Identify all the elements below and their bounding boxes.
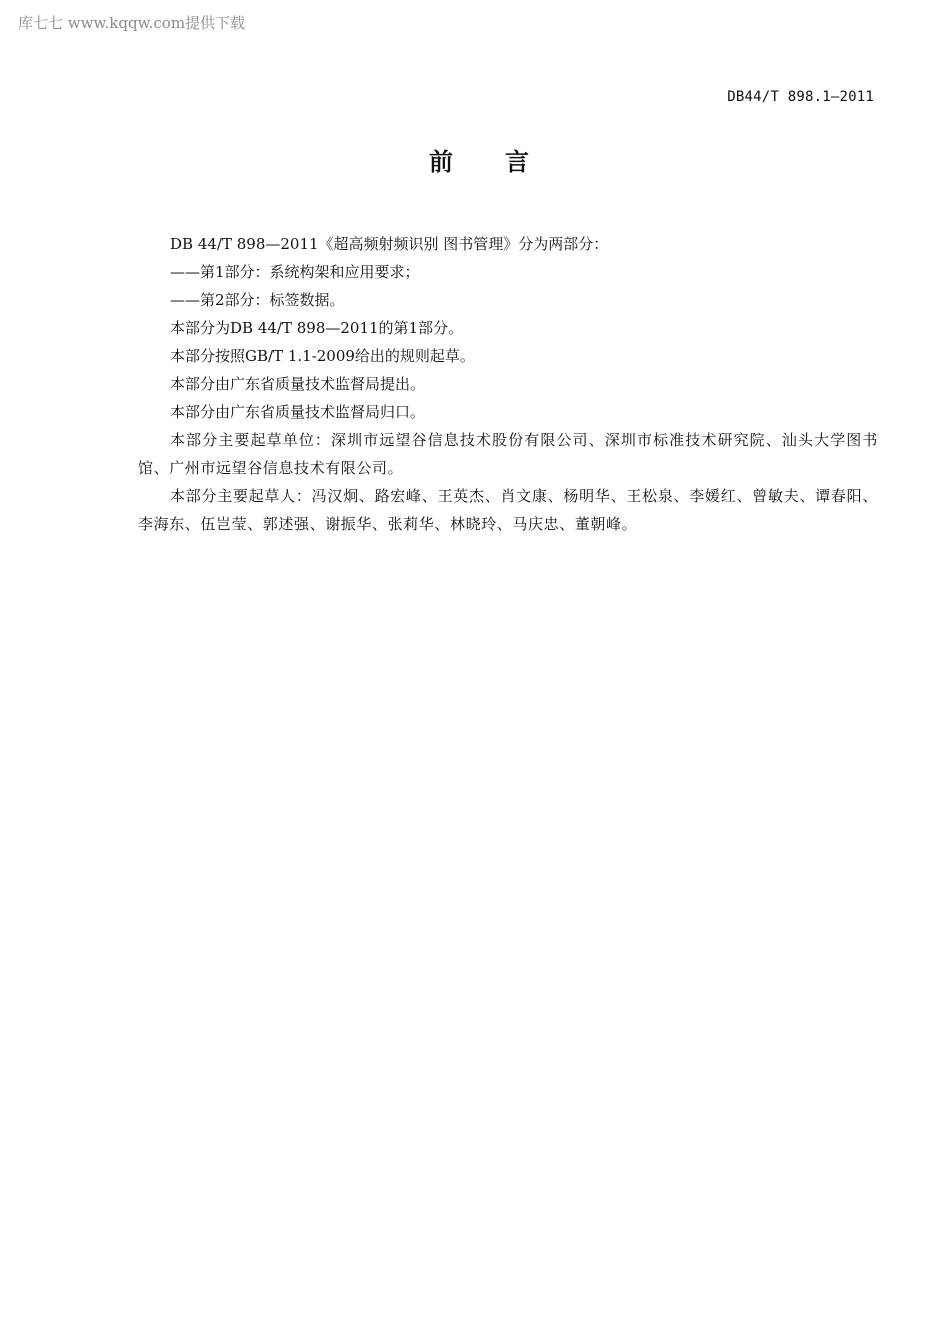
watermark-text: 库七七 www.kqqw.com提供下载 xyxy=(18,14,246,32)
paragraph-drafters: 本部分主要起草人：冯汉炯、路宏峰、王英杰、肖文康、杨明华、王松泉、李媛红、曾敏夫、谭春阳、李海东、伍岂莹、郭述强、谢振华、张莉华、林晓玲、马庆忠、董朝峰。 xyxy=(138,487,878,533)
foreword-body xyxy=(138,230,878,538)
paragraph-drafting-rules: 本部分按照GB/T 1.1-2009给出的规则起草。 xyxy=(170,347,475,365)
paragraph-managed-by: 本部分由广东省质量技术监督局归口。 xyxy=(170,403,426,421)
paragraph-parts-intro: DB 44/T 898—2011《超高频射频识别 图书管理》分为两部分： xyxy=(170,235,609,253)
paragraph-drafting-units: 本部分主要起草单位：深圳市远望谷信息技术股份有限公司、深圳市标准技术研究院、汕头大学图书馆、广州市远望谷信息技术有限公司。 xyxy=(138,431,878,477)
page-title: 前言 xyxy=(429,148,581,176)
paragraph-proposed-by: 本部分由广东省质量技术监督局提出。 xyxy=(170,375,426,393)
paragraph-part-2: ——第2部分：标签数据。 xyxy=(170,291,345,309)
paragraph-part-1: ——第1部分：系统构架和应用要求； xyxy=(170,263,420,281)
document-code: DB44/T 898.1—2011 xyxy=(727,89,874,105)
paragraph-this-part: 本部分为DB 44/T 898—2011的第1部分。 xyxy=(170,319,464,337)
